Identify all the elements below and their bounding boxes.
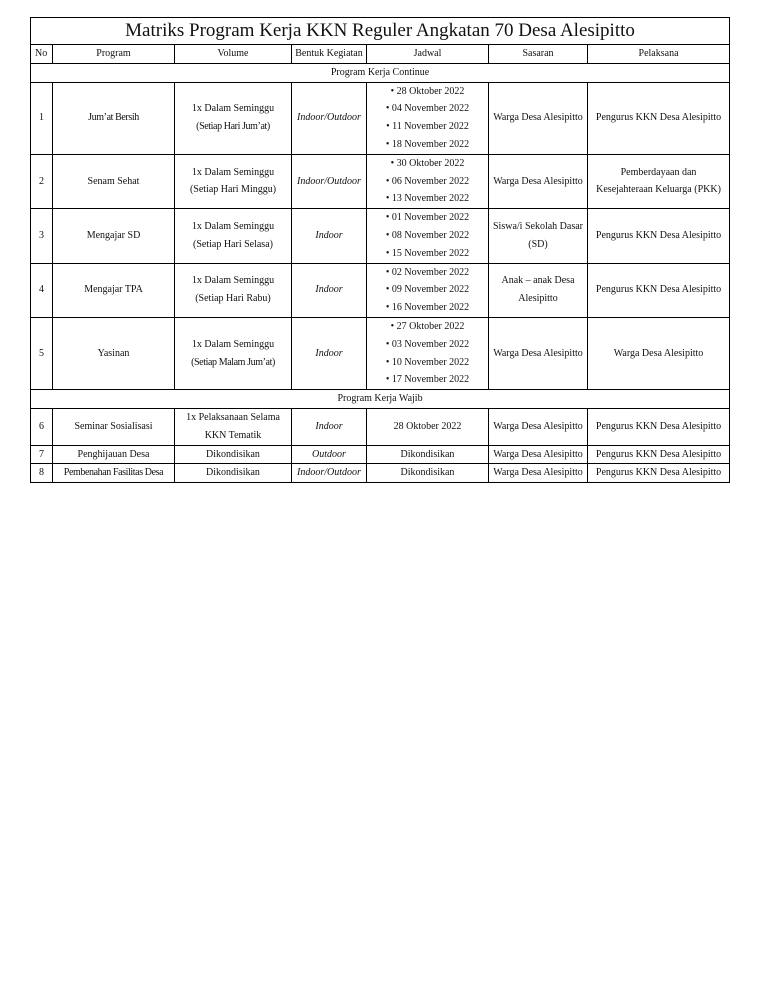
volume-line: 1x Dalam Seminggu bbox=[191, 103, 275, 115]
jadwal-date: • 02 November 2022 bbox=[369, 264, 486, 282]
row-no: 2 bbox=[31, 154, 53, 208]
jadwal-date: • 08 November 2022 bbox=[369, 227, 486, 245]
table-row bbox=[31, 317, 730, 389]
row-no: 5 bbox=[31, 317, 53, 389]
jadwal-date: • 27 Oktober 2022 bbox=[369, 318, 486, 336]
jadwal-date: • 03 November 2022 bbox=[369, 336, 486, 354]
volume-line: (Setiap Hari Jum’at) bbox=[196, 121, 270, 133]
table-row bbox=[31, 408, 730, 445]
jadwal-date: • 01 November 2022 bbox=[369, 209, 486, 227]
row-sasaran bbox=[489, 263, 588, 317]
jadwal-date: • 04 November 2022 bbox=[369, 100, 486, 118]
header-jadwal: Jadwal bbox=[367, 45, 489, 64]
row-bentuk: Indoor bbox=[292, 408, 367, 445]
row-jadwal bbox=[367, 263, 489, 317]
section-label-continue: Program Kerja Continue bbox=[31, 63, 730, 82]
row-bentuk: Indoor/Outdoor bbox=[292, 82, 367, 154]
jadwal-date: • 30 Oktober 2022 bbox=[369, 155, 486, 173]
row-jadwal: Dikondisikan bbox=[367, 464, 489, 483]
row-volume bbox=[175, 317, 292, 389]
volume-line: 1x Pelaksanaan Selama bbox=[186, 411, 280, 423]
row-volume bbox=[175, 82, 292, 154]
title-row bbox=[31, 18, 730, 45]
row-jadwal: Dikondisikan bbox=[367, 445, 489, 464]
header-no: No bbox=[31, 45, 53, 64]
header-volume: Volume bbox=[175, 45, 292, 64]
row-volume bbox=[175, 408, 292, 445]
jadwal-date: • 13 November 2022 bbox=[369, 190, 486, 208]
row-pelaksana: Pengurus KKN Desa Alesipitto bbox=[588, 209, 730, 263]
row-pelaksana: Pengurus KKN Desa Alesipitto bbox=[588, 445, 730, 464]
row-pelaksana: Warga Desa Alesipitto bbox=[588, 317, 730, 389]
jadwal-date: • 17 November 2022 bbox=[369, 371, 486, 389]
row-pelaksana: Pengurus KKN Desa Alesipitto bbox=[588, 464, 730, 483]
volume-line: 1x Dalam Seminggu bbox=[191, 166, 275, 178]
row-bentuk: Indoor/Outdoor bbox=[292, 464, 367, 483]
row-no: 1 bbox=[31, 82, 53, 154]
jadwal-date: • 18 November 2022 bbox=[369, 136, 486, 154]
row-sasaran: Warga Desa Alesipitto bbox=[489, 445, 588, 464]
row-jadwal bbox=[367, 82, 489, 154]
row-bentuk: Outdoor bbox=[292, 445, 367, 464]
row-no: 6 bbox=[31, 408, 53, 445]
jadwal-date: • 11 November 2022 bbox=[369, 118, 486, 136]
table-row bbox=[31, 464, 730, 483]
row-sasaran: Warga Desa Alesipitto bbox=[489, 82, 588, 154]
row-volume: Dikondisikan bbox=[175, 464, 292, 483]
row-bentuk: Indoor bbox=[292, 317, 367, 389]
table-row bbox=[31, 263, 730, 317]
row-program: Pembenahan Fasilitas Desa bbox=[53, 464, 175, 483]
row-sasaran: Warga Desa Alesipitto bbox=[489, 464, 588, 483]
jadwal-date: • 15 November 2022 bbox=[369, 245, 486, 263]
volume-line: 1x Dalam Seminggu bbox=[191, 338, 275, 350]
table-row bbox=[31, 209, 730, 263]
row-volume bbox=[175, 209, 292, 263]
row-program: Mengajar SD bbox=[53, 209, 175, 263]
header-pelaksana: Pelaksana bbox=[588, 45, 730, 64]
jadwal-date: • 16 November 2022 bbox=[369, 299, 486, 317]
row-pelaksana: Pengurus KKN Desa Alesipitto bbox=[588, 82, 730, 154]
pelaksana-line: Pemberdayaan dan bbox=[620, 166, 697, 178]
row-sasaran: Warga Desa Alesipitto bbox=[489, 408, 588, 445]
jadwal-date: • 28 Oktober 2022 bbox=[369, 83, 486, 101]
row-pelaksana: Pengurus KKN Desa Alesipitto bbox=[588, 263, 730, 317]
row-jadwal bbox=[367, 209, 489, 263]
header-sasaran: Sasaran bbox=[489, 45, 588, 64]
row-sasaran: Warga Desa Alesipitto bbox=[489, 154, 588, 208]
volume-line: (Setiap Malam Jum’at) bbox=[191, 356, 275, 368]
jadwal-date: • 09 November 2022 bbox=[369, 281, 486, 299]
row-bentuk: Indoor/Outdoor bbox=[292, 154, 367, 208]
row-program: Jum’at Bersih bbox=[53, 82, 175, 154]
sasaran-line: Alesipitto bbox=[518, 293, 558, 305]
row-volume: Dikondisikan bbox=[175, 445, 292, 464]
row-program: Senam Sehat bbox=[53, 154, 175, 208]
row-program: Yasinan bbox=[53, 317, 175, 389]
row-no: 7 bbox=[31, 445, 53, 464]
pelaksana-line: Kesejahteraan Keluarga (PKK) bbox=[596, 184, 721, 196]
volume-line: (Setiap Hari Minggu) bbox=[189, 184, 277, 196]
sasaran-line: (SD) bbox=[528, 238, 548, 250]
row-jadwal bbox=[367, 317, 489, 389]
row-bentuk: Indoor bbox=[292, 263, 367, 317]
table-row bbox=[31, 154, 730, 208]
volume-line: 1x Dalam Seminggu bbox=[191, 275, 275, 287]
row-no: 8 bbox=[31, 464, 53, 483]
row-pelaksana bbox=[588, 154, 730, 208]
section-row-continue bbox=[31, 63, 730, 82]
row-jadwal bbox=[367, 154, 489, 208]
program-matrix-table bbox=[30, 17, 730, 483]
document-title: Matriks Program Kerja KKN Reguler Angkatan 70 Desa Alesipitto bbox=[31, 18, 730, 45]
row-sasaran: Warga Desa Alesipitto bbox=[489, 317, 588, 389]
row-no: 3 bbox=[31, 209, 53, 263]
header-bentuk: Bentuk Kegiatan bbox=[292, 45, 367, 64]
row-volume bbox=[175, 263, 292, 317]
row-pelaksana: Pengurus KKN Desa Alesipitto bbox=[588, 408, 730, 445]
sasaran-line: Siswa/i Sekolah Dasar bbox=[493, 221, 583, 233]
sasaran-line: Anak – anak Desa bbox=[501, 275, 575, 287]
row-no: 4 bbox=[31, 263, 53, 317]
table-row bbox=[31, 445, 730, 464]
row-bentuk: Indoor bbox=[292, 209, 367, 263]
jadwal-date: • 10 November 2022 bbox=[369, 354, 486, 372]
section-row-wajib bbox=[31, 390, 730, 409]
volume-line: 1x Dalam Seminggu bbox=[191, 221, 275, 233]
row-program: Penghijauan Desa bbox=[53, 445, 175, 464]
volume-line: (Setiap Hari Rabu) bbox=[195, 293, 271, 305]
row-volume bbox=[175, 154, 292, 208]
row-jadwal: 28 Oktober 2022 bbox=[367, 408, 489, 445]
header-row bbox=[31, 45, 730, 64]
header-program: Program bbox=[53, 45, 175, 64]
volume-line: KKN Tematik bbox=[204, 429, 262, 441]
table-row bbox=[31, 82, 730, 154]
section-label-wajib: Program Kerja Wajib bbox=[31, 390, 730, 409]
row-program: Seminar Sosialisasi bbox=[53, 408, 175, 445]
volume-line: (Setiap Hari Selasa) bbox=[193, 238, 273, 250]
jadwal-date: • 06 November 2022 bbox=[369, 173, 486, 191]
row-program: Mengajar TPA bbox=[53, 263, 175, 317]
row-sasaran bbox=[489, 209, 588, 263]
